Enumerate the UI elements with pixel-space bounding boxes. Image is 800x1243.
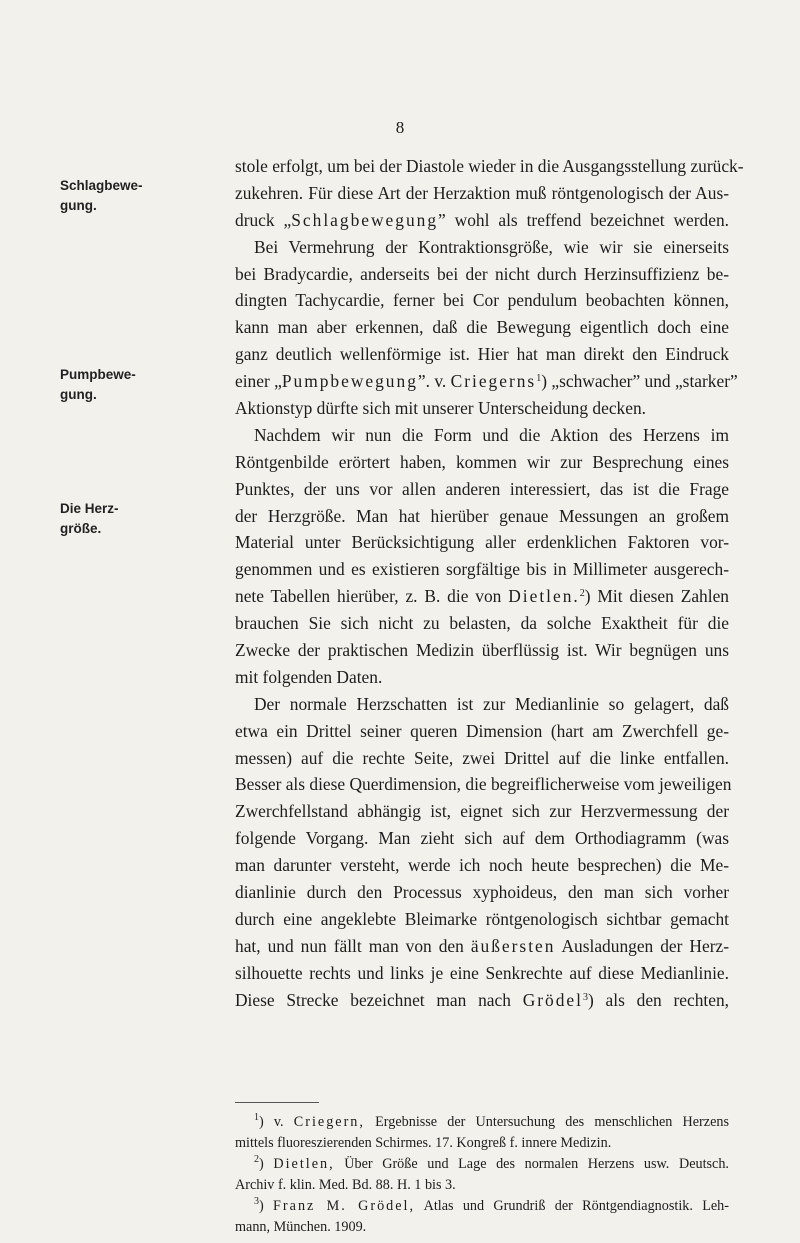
footnote-line: mann, München. 1909.: [235, 1219, 367, 1235]
text-line: Punktes, der uns vor allen anderen interessiert, das ist die Frage: [235, 478, 729, 499]
text-line: ganz deutlich wellenförmige ist. Hier hat man direkt den Eindruck: [235, 344, 729, 365]
text-line: Der normale Herzschatten ist zur Medianlinie so gelagert, daß: [254, 693, 729, 714]
text-line: Aktionstyp dürfte sich mit unserer Unterscheidung decken.: [235, 398, 646, 419]
text-line: druck „Schlagbewegung” wohl als treffend bezeichnet werden.: [235, 209, 729, 230]
text-line: bei Bradycardie, anderseits bei der nicht durch Herzinsuffizienz be-: [235, 263, 729, 284]
text-line: Zwerchfellstand abhängig ist, eignet sich zur Herzvermessung der: [235, 801, 729, 822]
footnote-ref: 1: [536, 373, 542, 385]
text-line: messen) auf die rechte Seite, zwei Drittel auf die linke entfallen.: [235, 747, 729, 768]
text-line: stole erfolgt, um bei der Diastole wieder in die Ausgangsstellung zurück-: [235, 156, 744, 176]
text-line: Material unter Berücksichtigung aller erdenklichen Faktoren vor-: [235, 532, 729, 553]
text-line: der Herzgröße. Man hat hierüber genaue Messungen an großem: [235, 505, 729, 526]
text-line: folgende Vorgang. Man zieht sich auf dem Orthodiagramm (was: [235, 828, 729, 849]
margin-note-pumpbewegung: Pumpbewe- gung.: [60, 367, 136, 402]
footnote-line: Archiv f. klin. Med. Bd. 88. H. 1 bis 3.: [235, 1177, 456, 1193]
emphasis-term: Schlagbewegung: [291, 209, 439, 230]
author-name: Criegerns: [450, 371, 537, 392]
text-line: dingten Tachycardie, ferner bei Cor pendulum beobachten können,: [235, 290, 729, 311]
text-line: kann man aber erkennen, daß die Bewegung eigentlich doch eine: [235, 317, 729, 338]
text-line: Besser als diese Querdimension, die begreiflicherweise vom jeweiligen: [235, 774, 732, 795]
text-line: zukehren. Für diese Art der Herzaktion muß röntgenologisch der Aus-: [235, 182, 729, 203]
text-line: Zwecke der praktischen Medizin überflüssig ist. Wir begnügen uns: [235, 640, 729, 661]
text-line: Nachdem wir nun die Form und die Aktion des Herzens im: [254, 424, 729, 445]
text-line: silhouette rechts und links je eine Senkrechte auf diese Medianlinie.: [235, 962, 729, 983]
text-line: einer „Pumpbewegung”. v. Criegerns$^1$) „schwacher” und „starker”: [235, 371, 738, 392]
footnote-ref: 2: [579, 588, 585, 600]
text-line: Diese Strecke bezeichnet man nach Grödel$^3$) als den rechten,: [235, 989, 730, 1010]
footnote-line: mittels fluoreszierenden Schirmes. 17. Kongreß f. innere Medizin.: [235, 1135, 612, 1151]
margin-note-schlagbewegung: Schlagbewe- gung.: [60, 178, 143, 213]
text-line: nete Tabellen hierüber, z. B. die von Dietlen.$^2$) Mit diesen Zahlen: [235, 586, 729, 607]
emphasis-term: Pumpbewegung: [281, 371, 418, 392]
text-line: brauchen Sie sich nicht zu belasten, da solche Exaktheit für die: [235, 613, 729, 634]
author-name: Dietlen.: [508, 586, 580, 607]
footnotes: [235, 1112, 729, 1238]
footnote-divider: [235, 1102, 319, 1103]
body-text: [235, 153, 744, 1014]
page-number: 8: [395, 118, 405, 137]
footnote-line: $^2$) Dietlen, Über Größe und Lage des normalen Herzens usw. Deutsch.: [254, 1154, 729, 1172]
text-line: Röntgenbilde erörtert haben, kommen wir zur Besprechung eines: [235, 451, 729, 472]
text-line: durch eine angeklebte Bleimarke röntgenologisch sichtbar gemacht: [235, 908, 729, 929]
margin-note-herzgroesse: Die Herz- größe.: [60, 501, 119, 536]
author-name: Grödel: [522, 989, 583, 1010]
text-line: Bei Vermehrung der Kontraktionsgröße, wie wir sie einerseits: [254, 236, 729, 257]
text-line: etwa ein Drittel seiner queren Dimension (hart am Zwerchfell ge-: [235, 720, 729, 741]
footnote-line: $^3$) Franz M. Grödel, Atlas und Grundriß der Röntgendiagnostik. Leh-: [254, 1196, 729, 1214]
text-line: genommen und es existieren sorgfältige bis in Millimeter ausgerech-: [235, 559, 729, 580]
footnote-line: $^1$) v. Criegern, Ergebnisse der Untersuchung des menschlichen Herzens: [254, 1112, 729, 1130]
text-line: hat, und nun fällt man von den äußersten Ausladungen der Herz-: [235, 935, 730, 956]
text-line: dianlinie durch den Processus xyphoideus, den man sich vorher: [235, 882, 729, 903]
footnote-ref: 3: [582, 991, 588, 1003]
text-line: mit folgenden Daten.: [235, 666, 383, 687]
emphasis-term: äußersten: [470, 935, 556, 956]
text-line: man darunter versteht, werde ich noch heute besprechen) die Me-: [235, 855, 729, 876]
